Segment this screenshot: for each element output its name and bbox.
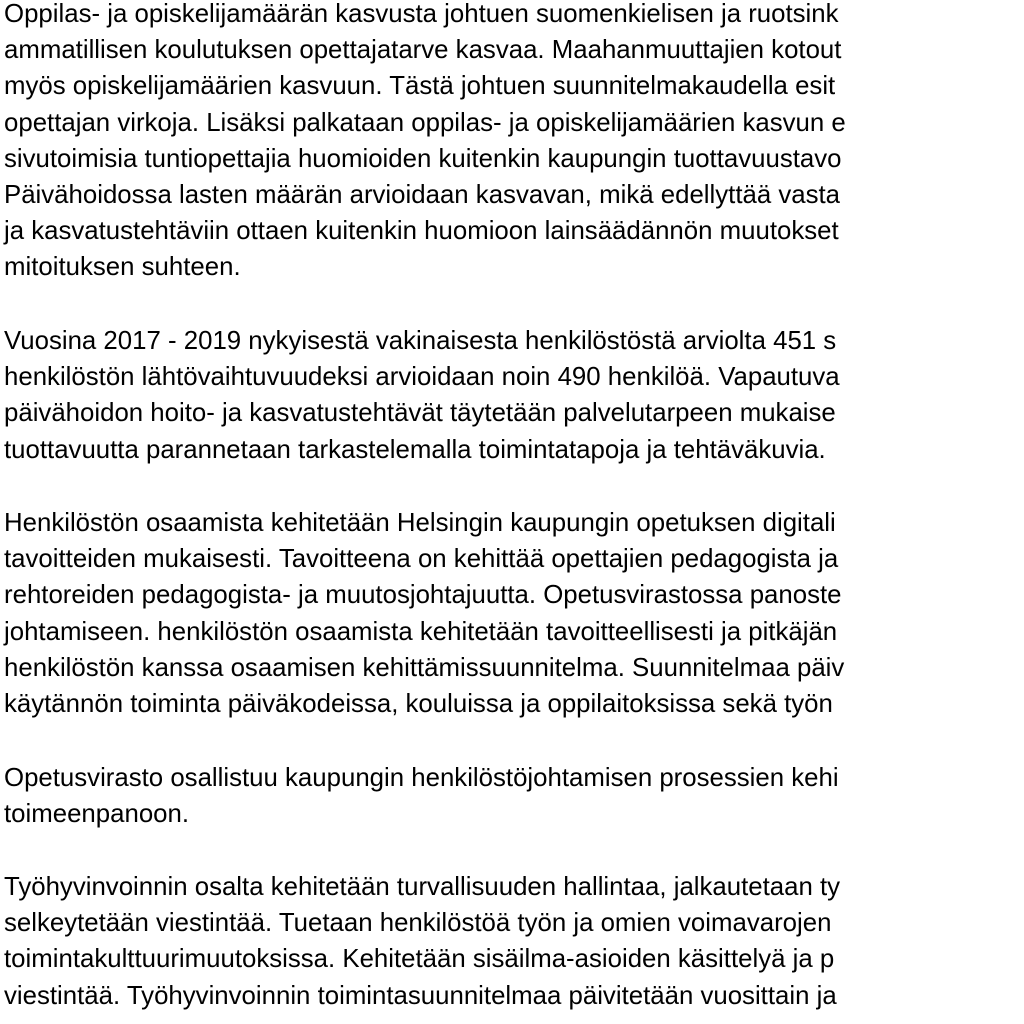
text-line: toimeenpanoon. <box>4 800 190 829</box>
text-line: ja kasvatustehtäviin ottaen kuitenkin huomioon lainsäädännön muutokset <box>4 217 839 246</box>
text-line: Oppilas- ja opiskelijamäärän kasvusta johtuen suomenkielisen ja ruotsink <box>4 0 839 28</box>
text-line: Vuosina 2017 - 2019 nykyisestä vakinaisesta henkilöstöstä arviolta 451 s <box>4 327 837 355</box>
text-line: henkilöstön kanssa osaamisen kehittämissuunnitelma. Suunnitelmaa päiv <box>4 653 845 682</box>
text-line: rehtoreiden pedagogista- ja muutosjohtajuutta. Opetusvirastossa panoste <box>4 581 842 610</box>
text-line: Työhyvinvoinnin osalta kehitetään turvallisuuden hallintaa, jalkautetaan ty <box>4 873 841 901</box>
text-line: Henkilöstön osaamista kehitetään Helsingin kaupungin opetuksen digitali <box>4 509 836 537</box>
paragraph-competence-development <box>4 505 844 722</box>
text-line: ammatillisen koulutuksen opettajatarve kasvaa. Maahanmuuttajien kotout <box>4 36 842 65</box>
text-line: viestintää. Työhyvinvoinnin toimintasuunnitelmaa päivitetään vuosittain ja <box>4 981 837 1010</box>
text-line: päivähoidon hoito- ja kasvatustehtävät täytetään palvelutarpeen mukaise <box>4 399 836 428</box>
text-line: Päivähoidossa lasten määrän arvioidaan kasvavan, mikä edellyttää vasta <box>4 180 841 209</box>
paragraph-staff-turnover <box>4 323 840 468</box>
text-line: tavoitteiden mukaisesti. Tavoitteena on kehittää opettajien pedagogista ja <box>4 545 839 574</box>
text-line: henkilöstön lähtövaihtuvuudeksi arvioidaan noin 490 henkilöä. Vapautuva <box>4 363 840 392</box>
text-line: toimintakulttuurimuutoksissa. Kehitetään sisäilma-asioiden käsittelyä ja p <box>4 945 835 974</box>
text-line: sivutoimisia tuntiopettajia huomioiden kuitenkin kaupungin tuottavuustavo <box>4 144 842 173</box>
paragraph-teacher-demand <box>4 0 846 286</box>
text-line: myös opiskelijamäärien kasvuun. Tästä johtuen suunnitelmakaudella esit <box>4 72 836 101</box>
text-line: Opetusvirasto osallistuu kaupungin henkilöstöjohtamisen prosessien kehi <box>4 764 839 792</box>
text-line: mitoituksen suhteen. <box>4 253 241 282</box>
text-line: tuottavuutta parannetaan tarkastelemalla toimintatapoja ja tehtäväkuvia. <box>4 435 826 464</box>
paragraph-wellbeing <box>4 869 840 1014</box>
text-line: johtamiseen. henkilöstön osaamista kehitetään tavoitteellisesti ja pitkäjän <box>4 617 838 646</box>
text-line: käytännön toiminta päiväkodeissa, kouluissa ja oppilaitoksissa sekä työn <box>4 689 833 718</box>
text-line: opettajan virkoja. Lisäksi palkataan oppilas- ja opiskelijamäärien kasvun e <box>4 108 846 137</box>
paragraph-hr-processes <box>4 760 839 832</box>
text-line: selkeytetään viestintää. Tuetaan henkilöstöä työn ja omien voimavarojen <box>4 909 832 938</box>
